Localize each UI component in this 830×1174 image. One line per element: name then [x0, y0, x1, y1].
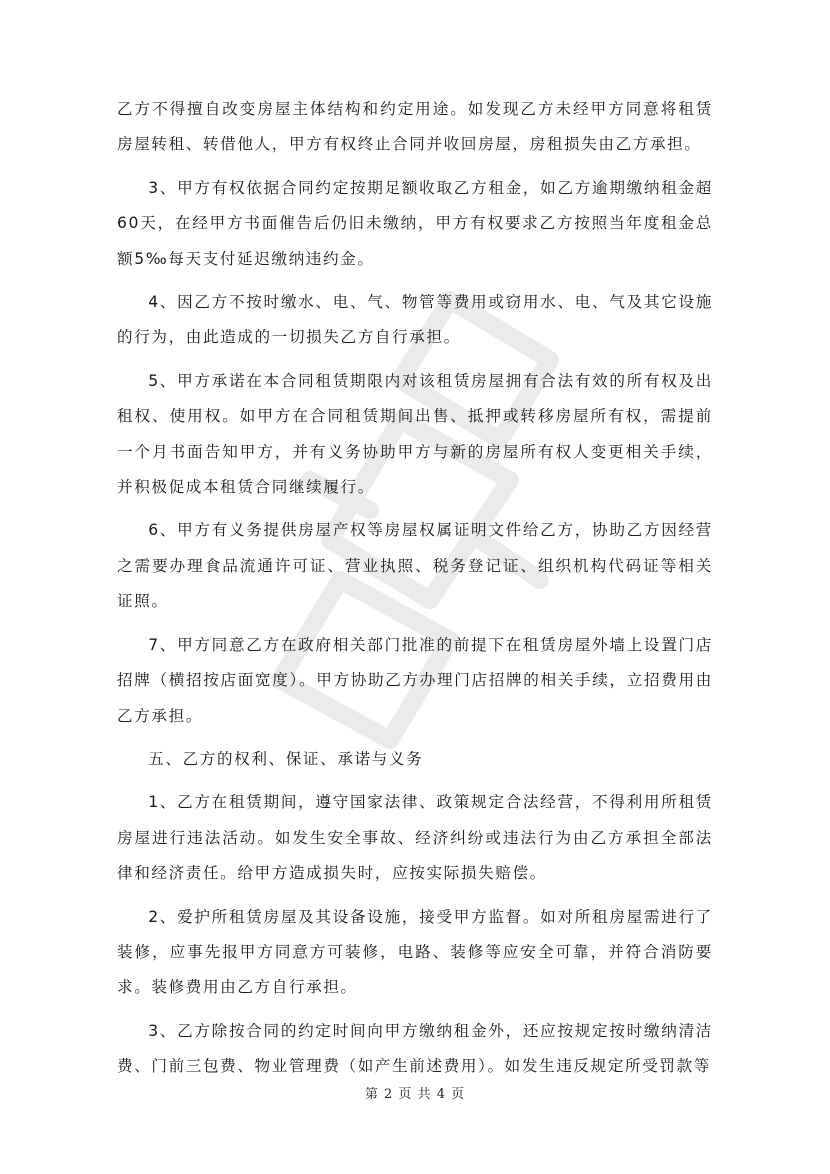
page-number: 第 2 页 共 4 页	[364, 1087, 466, 1102]
paragraph-tenant-clause-1: 1、乙方在租赁期间，遵守国家法律、政策规定合法经营，不得利用所租赁房屋进行违法活动。如发生安全事故、经济纠纷或违法行为由乙方承担全部法律和经济责任。给甲方造成损失时，应按实际损失赔偿。	[117, 793, 713, 883]
section-heading-5: 五、乙方的权利、保证、承诺与义务	[148, 749, 424, 768]
paragraph-clause-4: 4、因乙方不按时缴水、电、气、物管等费用或窃用水、电、气及其它设施的行为，由此造成的一切损失乙方自行承担。	[117, 293, 713, 347]
paragraph-clause-7: 7、甲方同意乙方在政府相关部门批准的前提下在租赁房屋外墙上设置门店招牌（横招按店面宽度）。甲方协助乙方办理门店招牌的相关手续，立招费用由乙方承担。	[117, 635, 713, 725]
document-body	[117, 92, 713, 1093]
page-footer	[0, 1083, 830, 1102]
paragraph-tenant-clause-3: 3、乙方除按合同的约定时间向甲方缴纳租金外，还应按规定按时缴纳清洁费、门前三包费、物业管理费（如产生前述费用）。如发生违反规定所受罚款等	[117, 1021, 713, 1076]
paragraph-clause-3: 3、甲方有权依据合同约定按期足额收取乙方租金，如乙方逾期缴纳租金超60天，在经甲方书面催告后仍旧未缴纳，甲方有权要求乙方按照当年度租金总额5‰每天支付延迟缴纳违约金。	[117, 178, 713, 268]
paragraph-tenant-clause-2: 2、爱护所租赁房屋及其设备设施，接受甲方监督。如对所租房屋需进行了装修，应事先报甲方同意方可装修，电路、装修等应安全可靠，并符合消防要求。装修费用由乙方自行承担。	[117, 907, 713, 997]
paragraph-clause-6: 6、甲方有义务提供房屋产权等房屋权属证明文件给乙方，协助乙方因经营之需要办理食品流通许可证、营业执照、税务登记证、组织机构代码证等相关证照。	[117, 521, 713, 611]
paragraph-clause-5: 5、甲方承诺在本合同租赁期限内对该租赁房屋拥有合法有效的所有权及出租权、使用权。如甲方在合同租赁期间出售、抵押或转移房屋所有权，需提前一个月书面告知甲方，并有义务协助甲方与新的房屋所有权人变更相关手续，并积极促成本租赁合同继续履行。	[117, 371, 713, 497]
paragraph-continuation: 乙方不得擅自改变房屋主体结构和约定用途。如发现乙方未经甲方同意将租赁房屋转租、转借他人，甲方有权终止合同并收回房屋，房租损失由乙方承担。	[117, 100, 713, 154]
